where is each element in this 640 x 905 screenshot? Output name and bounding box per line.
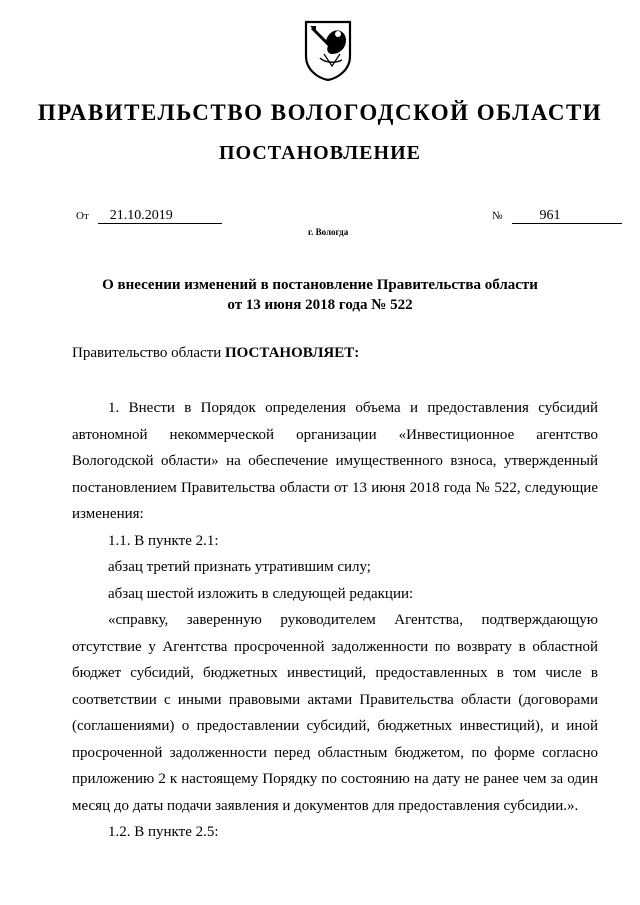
date-prefix: От <box>76 210 89 222</box>
resolve-verb: ПОСТАНОВЛЯЕТ: <box>224 345 360 361</box>
city-label: г. Вологда <box>308 227 349 237</box>
paragraph-1: 1. Внести в Порядок определения объема и предоставления субсидий автономной некоммерческой организации «Инвестиционное агентство Вологодской области» на обеспечение имущественного взноса, утвержденный постановлением Правительства области от 13 июня 2018 года № 522, следующие изменения: <box>72 400 598 522</box>
paragraph-quote: «справку, заверенную руководителем Агентства, подтверждающую отсутствие у Агентства просроченной задолженности по возврату в областной бюджет субсидий, бюджетных инвестиций, предоставленных в том числе в соответствии с иными правовыми актами Правительства области (договорами (соглашениями) о предоставлении субсидий, бюджетных инвестиций), и иной просроченной задолженности перед областным бюджетом, по форме согласно приложению 2 к настоящему Порядку по состоянию на дату не ранее чем за один месяц до даты подачи заявления и документов для предоставления субсидии.». <box>72 612 598 814</box>
subject-line-2: от 13 июня 2018 года № 522 <box>227 297 413 313</box>
resolve-statement <box>72 345 359 362</box>
paragraph-abzac-3: абзац третий признать утратившим силу; <box>108 559 371 575</box>
paragraph-abzac-6: абзац шестой изложить в следующей редакции: <box>108 585 414 602</box>
number-value: 961 <box>512 209 622 224</box>
number-prefix: № <box>492 210 503 222</box>
resolve-prefix: Правительство области <box>72 345 225 361</box>
date-value: 21.10.2019 <box>98 209 222 224</box>
document-body <box>72 395 598 846</box>
document-subject <box>90 275 550 315</box>
paragraph-1-2: 1.2. В пункте 2.5: <box>108 824 219 840</box>
subject-line-1: О внесении изменений в постановление Правительства области <box>102 277 538 293</box>
document-type: ПОСТАНОВЛЕНИЕ <box>219 142 421 164</box>
coat-of-arms-emblem <box>302 18 354 82</box>
document-number <box>492 208 622 224</box>
government-title: ПРАВИТЕЛЬСТВО ВОЛОГОДСКОЙ ОБЛАСТИ <box>37 100 603 125</box>
document-date <box>76 208 222 224</box>
paragraph-1-1: 1.1. В пункте 2.1: <box>108 532 219 549</box>
